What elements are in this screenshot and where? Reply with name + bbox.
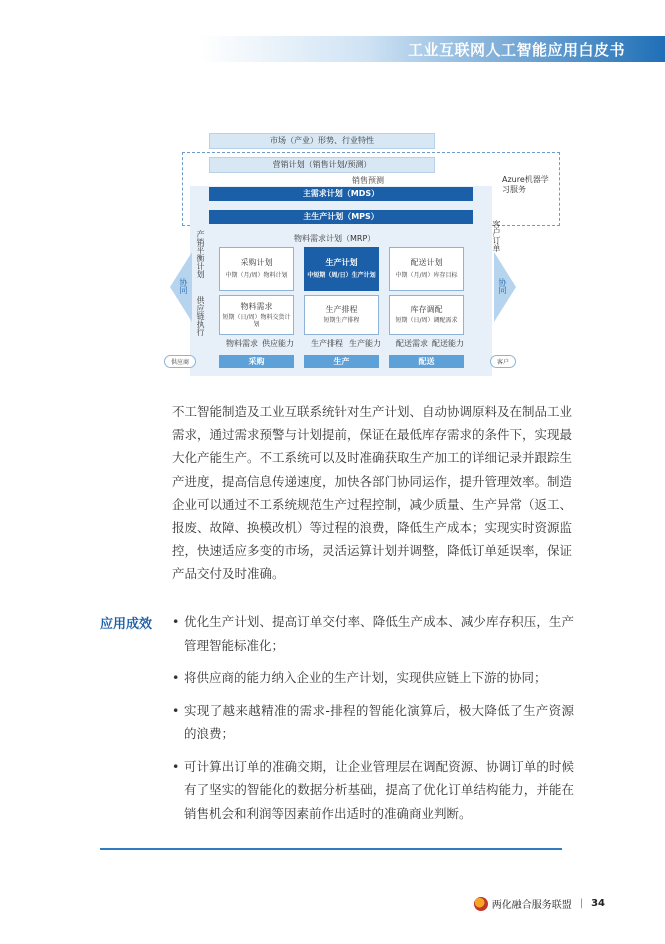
footer [474,896,605,911]
body-paragraph: 不工智能制造及工业互联系统针对生产计划、自动协调原料及在制品工业需求，通过需求预警与计划提前，保证在最低库存需求的条件下，实现最大化产能生产。不工系统可以及时准确获取生产加工的详细记录并跟踪生产进度，提高信息传递速度，加快各部门协同运作，提升管理效率。制造企业可以通过不工系统规范生产过程控制，减少质量、生产异常（返工、报废、故障、换模改机）等过程的浪费，降低生产成本；实现实时资源监控，快速适应多变的市场，灵活运算计划并调整，降低订单延误率，保证产品交付及时准确。 [172,404,573,582]
purchase-plan-title: 采购计划 [240,257,273,267]
list-item: • 实现了越来越精准的需求-排程的智能化演算后，极大降低了生产资源的浪费； [172,699,574,746]
flow-b-3: 配送能力 [432,339,464,348]
inventory-allocation-box [389,295,464,335]
results-heading: 应用成效 [100,617,153,632]
alliance-logo-icon [474,897,488,911]
sales-forecast-label: 销售预测 [352,176,384,185]
inventory-allocation-title: 库存调配 [410,304,443,314]
production-scheduling-title: 生产排程 [325,304,358,314]
mrp-label: 物料需求计划（MRP） [294,234,376,243]
distribution-plan-box [389,247,464,291]
supply-chain-diagram [164,130,549,376]
mds-box: 主需求计划（MDS） [209,187,473,201]
material-demand-detail: 短期（日/周）物料交货计划 [222,313,291,328]
market-box: 市场（产业）形势、行业特性 [209,133,435,149]
distribution-plan-detail: 中期（月/周）库存目标 [395,272,458,280]
distribution-plan-title: 配送计划 [410,257,443,267]
purchase-plan-detail: 中期（月/周）物料计划 [225,272,288,280]
inventory-allocation-detail: 短期（日/周）调配需求 [395,317,458,325]
flow-b-1: 供应能力 [262,339,294,348]
footer-separator: | [579,898,584,909]
page-number: 34 [591,898,605,909]
list-item: • 将供应商的能力纳入企业的生产计划，实现供应链上下游的协同； [172,666,574,690]
flow-b-2: 生产能力 [349,339,381,348]
production-scheduling-box [304,295,379,335]
collab-right-label: 协同 [498,278,507,294]
list-item: • 可计算出订单的准确交期，让企业管理层在调配资源、协调订单的时候有了坚实的智能化的数据分析基础，提高了优化订单结构能力，并能在销售机会和利润等因素前作出适时的准确商业判断。 [172,755,574,826]
material-demand-box [219,295,294,335]
flow-a-1: 物料需求 [226,339,258,348]
results-list [172,610,574,834]
distribution-bar: 配送 [389,355,464,368]
customer-order-label: 客户订单 [492,220,501,252]
production-plan-title: 生产计划 [325,257,358,267]
mps-box: 主生产计划（MPS） [209,210,473,224]
collab-left-label: 协同 [179,278,188,294]
flow-a-3: 配送需求 [396,339,428,348]
list-item: • 优化生产计划、提高订单交付率、降低生产成本、减少库存积压，生产管理智能标准化； [172,610,574,657]
production-plan-detail: 中短期（周/日）生产计划 [307,272,376,280]
left-vertical-top: 产销平衡计划 [196,230,205,278]
flow-a-2: 生产排程 [311,339,343,348]
marketing-plan-box: 营销计划（销售计划/预测） [209,157,435,173]
production-scheduling-detail: 短期生产排程 [323,317,360,325]
azure-label: Azure机器学习服务 [502,175,549,195]
customer-pill: 客户 [490,355,516,368]
footer-org: 两化融合服务联盟 [491,900,572,911]
production-plan-box [304,247,379,291]
supplier-pill: 供应商 [164,355,196,368]
section-rule [100,848,562,850]
purchase-plan-box [219,247,294,291]
left-vertical-bottom: 供应链执行 [196,296,205,336]
header-title: 工业互联网人工智能应用白皮书 [407,41,625,59]
material-demand-title: 物料需求 [240,301,273,311]
production-bar: 生产 [304,355,379,368]
purchase-bar: 采购 [219,355,294,368]
